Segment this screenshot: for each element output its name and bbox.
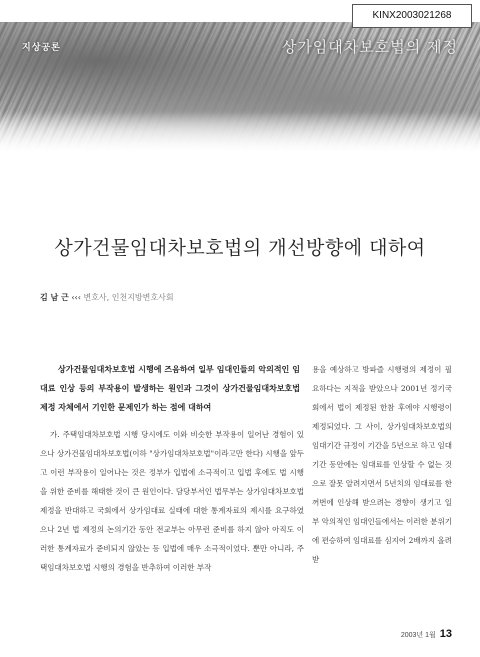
page-number: 13	[439, 628, 452, 640]
body-text-right-column: 용을 예상하고 방파즐 시행령의 제정이 필요하다는 지적을 받았으나 2001년 정기국회에서 법이 제정된 한참 후에야 시행령이 제정되었다. 그 사이, 상가임대차보호법의 임대기간 규정이 기간을 5년으로 하고 임대기간 동안에는 임대료를 인상할 수 없는 것으로 잘못 알려지면서 5년치의 임대료를 한꺼번에 인상해 받으려는 경향이 생기고 일부 악의적인 임대인들에서는 이러한 분위기에 편승하여 임대료를 심지어 2배까지 올려받	[312, 365, 452, 564]
banner-fade	[0, 110, 480, 170]
author-separator: ‹‹‹	[71, 293, 81, 302]
lead-paragraph: 상가건물임대차보호법 시행에 즈음하여 일부 임대인들의 악의적인 임대료 인상 등의 부작용이 발생하는 원인과 그것이 상가건물임대차보호법 제정 자체에서 기인한 문제인가 하는 점에 대하여	[40, 365, 300, 412]
document-id-box: KINX2003021268	[352, 4, 472, 28]
issue-date: 2003년 1월	[400, 632, 436, 639]
author-line	[40, 292, 174, 303]
author-affiliation: 변호사, 인천지방변호사회	[83, 293, 174, 302]
body-text-left-column: 가. 주택임대차보호법 시행 당시에도 이와 비슷한 부작용이 일어난 경험이 있으나 상가건물임대차보호법(이하 "상가임대차보호법"이라고만 한다) 시행을 앞두고 이런 부작용이 일어나는 것은 정부가 입법에 소극적이고 입법 후에도 법 시행을 위한 준비를 해태한 것이 큰 원인이다. 담당부서인 법무부는 상가임대차보호법 제정을 반대하고 국회에서 상가임대료 실태에 대한 통계자료의 제시를 요구하였으나 2년 법 제정의 논의기간 동안 전교부는 아무런 준비를 하지 않아 아직도 이러한 통계자료가 준비되지 않았는 등 입법에 매우 소극적이었다. 뿐만 아니라, 주택임대차보호법 시행의 경험을 반추하여 이러한 부작	[40, 430, 304, 572]
section-label: 지상공론	[22, 43, 61, 53]
article-title: 상가건물임대차보호법의 개선방향에 대하여	[54, 237, 426, 259]
page-footer	[401, 628, 452, 640]
banner-title: 상가임대차보호법의 제정	[281, 38, 458, 56]
author-name: 김 남 근	[40, 293, 69, 302]
